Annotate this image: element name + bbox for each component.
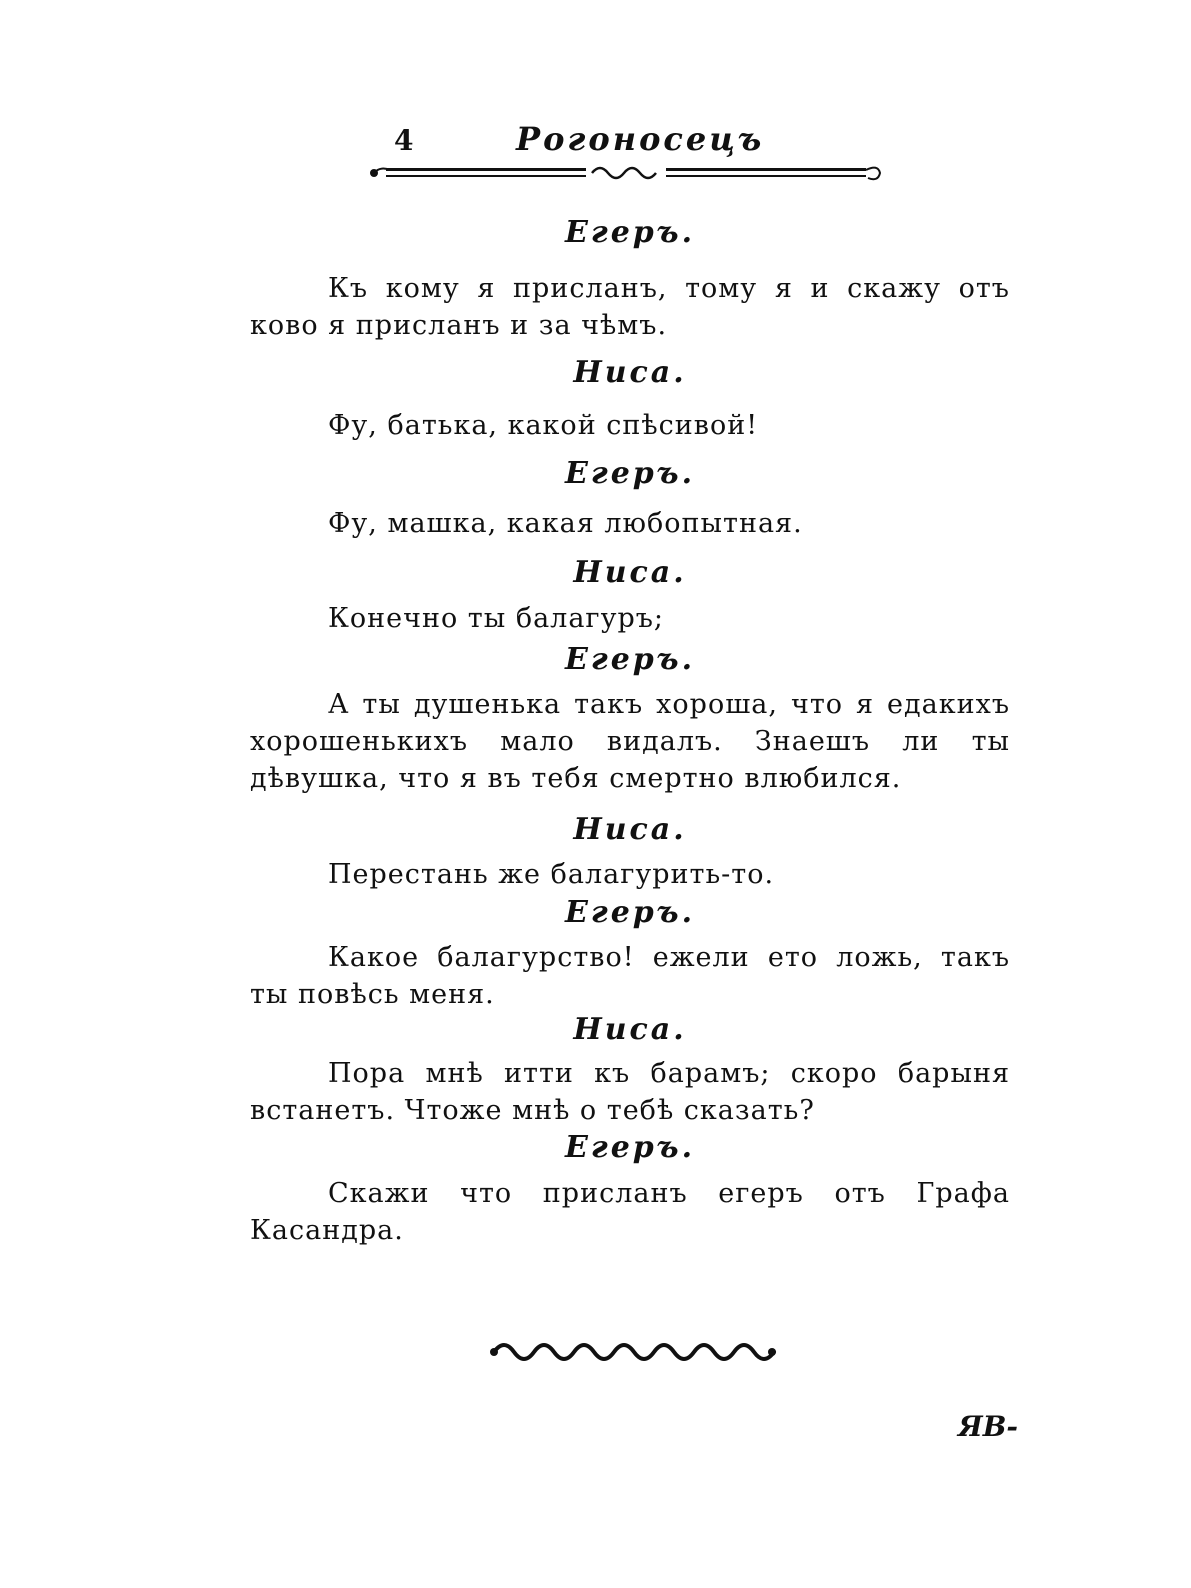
speaker-heading: Ниса. [573,555,687,590]
speaker-heading: Егеръ. [564,215,696,250]
dialogue-line: Скажи что присланъ егеръ отъ Графа Касандра. [250,1178,1010,1246]
dialogue-line: А ты душенька такъ хороша, что я едакихъ хорошенькихъ мало видалъ. Знаешъ ли ты дѣвушка, что я въ тебя смертно влюбился. [250,689,1010,794]
speaker-heading: Егеръ. [564,642,696,677]
running-title: Рогоносецъ [516,120,765,158]
page-header [380,118,900,158]
speaker-heading: Ниса. [573,355,687,390]
header-ornamental-rule [366,158,886,188]
speaker-heading: Егеръ. [564,895,696,930]
end-ornament [488,1330,778,1370]
dialogue-line: Какое балагурство! ежели ето ложь, такъ ты повѣсь меня. [250,942,1010,1010]
dialogue-line: Фу, батька, какой спѣсивой! [328,410,759,441]
dialogue-line: Къ кому я присланъ, тому я и скажу отъ ково я присланъ и за чѣмъ. [250,273,1010,341]
speaker-heading: Ниса. [573,1012,687,1047]
dialogue-line: Фу, машка, какая любопытная. [328,508,803,539]
speaker-heading: Егеръ. [564,1130,696,1165]
catchword: ЯВ- [958,1410,1018,1443]
speaker-heading: Ниса. [573,812,687,847]
dialogue-line: Пора мнѣ итти къ барамъ; скоро барыня встанетъ. Чтоже мнѣ о тебѣ сказать? [250,1058,1010,1126]
page-number: 4 [394,124,414,157]
dialogue-line: Конечно ты балагуръ; [328,603,665,634]
speaker-heading: Егеръ. [564,456,696,491]
dialogue-line: Перестань же балагурить-то. [328,859,775,890]
